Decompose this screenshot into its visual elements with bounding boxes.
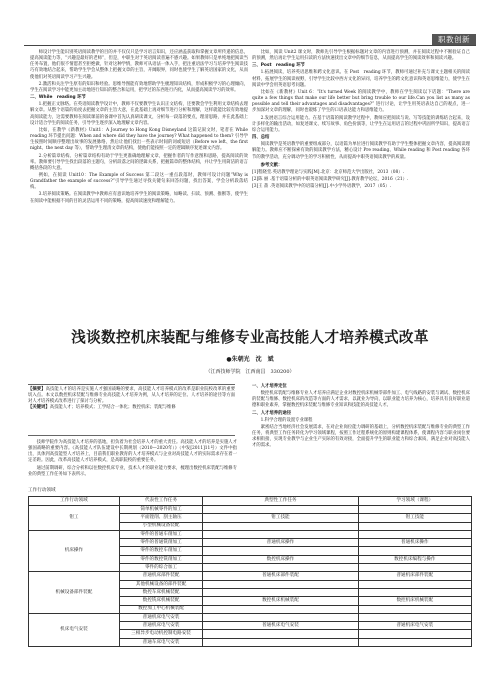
table-cell: 数控铣床机械装配 — [119, 597, 202, 605]
table-cell: 普通机床部件装配 — [203, 572, 358, 580]
table-cell — [358, 522, 471, 530]
table-cell: 平面锉削、刮主轴压 — [119, 514, 202, 522]
table-cell — [358, 580, 471, 588]
section-heading: 四、总结 — [252, 135, 270, 141]
section-heading: 二、While reading 环节 — [30, 95, 86, 101]
table-cell — [358, 638, 471, 646]
table-cell: 零件的综合加工 — [119, 564, 202, 572]
left-text-column — [30, 50, 253, 206]
table-cell: 零件的普通车削加工 — [119, 530, 202, 538]
table-cell: 普通机床电气安装 — [203, 622, 358, 630]
table-cell — [203, 605, 358, 613]
table-cell — [203, 638, 358, 646]
table-cell: 数控机床机械装配 — [358, 597, 471, 605]
table-cell: 钳工技能 — [358, 514, 471, 522]
table-cell: 普通机床操作 — [203, 539, 358, 547]
table-cell — [203, 522, 358, 530]
table-cell — [203, 564, 358, 572]
article-authors: ●朱朝光 沈 斌 — [226, 356, 274, 363]
body-paragraph: 1.科学合理的设置专业课程 — [260, 417, 313, 423]
section-heading: 二、人才培养的途径 — [252, 410, 292, 416]
table-cell: 小型机械设备装配 — [119, 522, 202, 530]
abstract-box — [28, 384, 235, 436]
table-cell: 普通机床操作 — [358, 539, 471, 547]
table-cell: 机械设备部件装配 — [29, 572, 120, 613]
article-left-column — [28, 440, 237, 479]
body-paragraph: 紧密结合当地经济社会发展需求，在对企业岗位能力调研的基础上，分析数控机床装配与维修专业的典型工作任务，将典型工作任务转化为学习领域课程，按照工作过程系统化的原则构建课程体系，使课程内容与职业岗位要求相衔接，实现专业教学与企业生产实际的有效对接，全面提升学生的职业能力和综合素质，满足企业对高技能人才的需求。 — [252, 424, 470, 449]
references-heading: 参考文献： — [260, 162, 283, 168]
table-cell: 数控机床机械装配 — [203, 597, 358, 605]
table-cell — [203, 630, 358, 638]
table-row — [29, 572, 472, 580]
article-title: 浅谈数控机床装配与维修专业高技能人才培养模式改革 — [71, 329, 429, 346]
section-heading: 一、人才培养定位 — [252, 384, 287, 389]
table-cell: 普通机床电气安装 — [119, 613, 202, 621]
table-cell — [358, 506, 471, 514]
table-cell: 普通机床电气安装 — [119, 622, 202, 630]
table-row — [29, 506, 472, 514]
table-header-cell: 典型性工作任务 — [203, 497, 358, 506]
table-header-cell: 学习领域（课程） — [358, 497, 471, 506]
table-cell — [203, 506, 358, 514]
abstract-label: 【摘要】 — [28, 387, 46, 392]
body-paragraph: 阅读教学是英语教学的重要组成部分，以语篇为单位进行阅读教学有助于学生整体把握文章内容，提高阅读理解能力。教师应不断探索有效的阅读教学方法，精心设计 Pre reading、While reading 和 Post reading 各环节的教学活动，充分调动学生的学习积极性，从而提高中职英语阅读教学的质量。 — [252, 142, 470, 160]
table-cell — [358, 613, 471, 621]
table-cell — [358, 605, 471, 613]
table-cell — [203, 588, 358, 596]
table-cell — [203, 580, 358, 588]
body-paragraph: 3.培养阅读策略。在阅读教学中教师应有意识地培养学生的阅读策略，如略读、扫读、预测、推断等，使学生在阅读中能根据不同的目的灵活运用不同的策略，提高阅读速度和理解能力。 — [30, 192, 248, 204]
body-paragraph: 数控机床装配与维修专业人才培养应满足企业对数控机床机械零部件加工、电气线路的安装与调试、数控机床的装配与维修、数控机床的改造等方面的人才需求，以就业为导向，以职业能力培养为核心，培养具有良好职业道德和职业素养，掌握数控机床装配与维修专业知识和技能的高技能人才。 — [252, 391, 470, 409]
table-cell: 零件的普通铣削加工 — [119, 539, 202, 547]
keywords-label: 【关键词】 — [28, 405, 50, 411]
article-affiliation: （江西技师学院 江西南昌 330200） — [205, 369, 295, 375]
body-paragraph: 1.把握正文脉络。在英语阅读教学设计中，教师不仅要教学生认识正文结构，还要教会学生利用文章结构去理解文章。从整个语篇的角度去把握文章的主旨大意，在此基础上再对细节进行分析和理解，这样就能比较有效地提高阅读能力，这需要教师在阅读课前的备课中首先认真研读课文，分析每一段落的要点，理清思路，并在此基础上设计适合学生的阅读任务，引导学生逐步深入地理解文章内容。 — [30, 102, 248, 126]
reference-entry: [1]程晓堂.英语教学理论与实践[M].北京：北京师范大学出版社，2013（08）. — [252, 169, 404, 175]
keywords-text: 高技能人才；培养模式；工学结合一体化；数控机床；装配与维修 — [49, 405, 176, 411]
table-row — [29, 613, 472, 621]
table-cell: 三相异步电动机控制电路安装 — [119, 630, 202, 638]
body-paragraph: 比如，阅读 Unit2 课文时，教师先引导学生根据标题对文章的内容进行预测，并在阅读过程中不断验证自己的预测，然后再让学生运用扫读的方法快速找出文章中的细节信息，从而提高学生的阅读效率和阅读兴趣。 — [252, 50, 470, 62]
keywords-paragraph — [28, 405, 235, 411]
body-paragraph: 比如，在教学《新教材》Unit1：A Journey to Hong Kong Disneyland 这篇记叙文时，笔者在 While reading 环节提出问题：When and where did they have the journey? What happened to them? 引导学生按照时间顺序整理出故事的发展脉络，然后让他们找出一些表示时间的词或短语（Before we left、the first night、the next day 等），帮助学生理清文章的结构，使他们能按照一定的逻辑顺序复述课文内容。 — [30, 127, 253, 152]
body-paragraph: 2.分析篇章结构。分析篇章结构有助于学生更准确地理解文章，把握作者的写作意图和思路，提高阅读的效率。教师要引导学生找出段落的主题句，分析段落之间的逻辑关系，把握篇章的整体结构，并让学生用简洁的语言概括各段的大意。 — [30, 153, 248, 171]
section-heading: 三、Post reading 环节 — [252, 63, 305, 69]
curriculum-table — [28, 496, 472, 647]
header-rule — [24, 45, 476, 46]
table-row — [29, 530, 472, 538]
table-cell — [358, 630, 471, 638]
table-caption: 工作行动领域 — [28, 488, 56, 493]
abstract-text: 高技能人才的培养是实施人才强国战略的要求，高技能人才培养模式的改革是职业院校改革的重要切入点。本文以数控机床装配与维修专业高技能人才培养为例，从人才培养的定位、人才培养的途径等方面对人才培养模式改革进行了探讨与分析。 — [28, 387, 236, 405]
table-cell: 数控车床机械装配 — [119, 588, 202, 596]
table-header-cell: 工作行动领域 — [29, 497, 120, 506]
table-header-row — [29, 497, 472, 506]
body-paragraph: 例如，在阅读 Unit10：The Example of Success 第二段这一重点段落时，教师可设计问题“Why is Grandfather the example of success?”引导学生通过寻找关键句来回答问题，找出答案，学会分析段落结构。 — [30, 172, 248, 191]
table-cell: 普通车床电气安装 — [119, 638, 202, 646]
table-cell — [203, 613, 358, 621]
table-cell: 数控加工中心机械装配 — [119, 605, 202, 613]
table-cell: 机床操作 — [29, 530, 120, 571]
table-cell: 零件的数控车削加工 — [119, 547, 202, 555]
body-paragraph: 技师学院作为高技能人才培养的基地，担负着为社会培养人才的重大责任。高技能人才的培养是实施人才强国战略的重要内容。《高技能人才队伍建设中长期规划（2010—2020年）》（中发[2011]11号）文件中指出，具体到高技能型人才培养上，目前我们职业教育的人才培养模式与企业对高技能人才的实际需求存在着一定差距。因此，改革高技能人才培养模式，是高职院校的重要任务。 — [28, 440, 237, 464]
table-cell: 普通机床部件装配 — [358, 572, 471, 580]
table-cell: 数控机床编程与操作 — [358, 555, 471, 563]
table-cell — [358, 547, 471, 555]
table-cell — [358, 588, 471, 596]
table-cell: 简单机械零件的加工 — [119, 506, 202, 514]
table-cell: 钳工 — [29, 506, 120, 531]
table-cell — [203, 530, 358, 538]
body-paragraph: 通过前期调研，综合分析和以往数控机床专业，技术人才的职业能力要求，梳理出数控机床装配与维修专业的典型工作任务如下表所示。 — [28, 465, 237, 477]
body-paragraph: 1.拓展阅读，培养英语思维和跨文化意识。在 Post reading 环节，教师可通过补充与课文主题相关的阅读材料，拓展学生的阅读视野，引导学生比较中西方文化的异同，培养学生的跨文化意识和英语思维能力，使学生在阅读中学会用英语思考问题。 — [252, 70, 470, 88]
reference-entry: [2]陈 丽 .基于语篇分析的中职英语阅读教学研究[J].教育教学论坛，2016（21）. — [252, 176, 409, 182]
table-cell — [358, 530, 471, 538]
table-cell: 普通机床电气安装 — [358, 622, 471, 630]
right-text-column — [252, 50, 470, 191]
body-paragraph: 师设计学生能识别英语阅读教学的目的并不仅仅只是学习语言知识，还应涵盖获取和掌握文章所传递的信息，提高阅读能力等，“兴趣是最好的老师”，但是，中职生对于英语阅读普遍不感兴趣。如果教师只是单纯地把阅读当任务布置，他们很不情愿甚至拒绝做，针对这种学情，教师可从语法一体入手，把注重语法学习与培养学生阅读技巧有效地结合起来，帮助学生学会从整体上把握文章的主旨，开阔眼界，同时也使学生了解英语国家的文化，从而使他们对英语阅读学习产生兴趣。 — [30, 50, 248, 80]
table-cell: 零件的数控铣削加工 — [119, 555, 202, 563]
reference-entry: [3]王 蔷 .英语阅读教学中的语篇分析[J].中小学外语教学，2017（05）. — [252, 184, 392, 190]
section-tag: 职教创新 — [432, 34, 476, 46]
table-cell: 钳工技能 — [203, 514, 358, 522]
table-cell — [203, 547, 358, 555]
table-cell: 其他机械设备的部件装配 — [119, 580, 202, 588]
body-paragraph: 比如在《新教材》Unit 6：“It's turned Week 的阅读教学中，教师在学生阅读以下话题：“There are quite a few things that make our life better but bring trouble to our life.Can you list as many as possible and tell their advantages and disadvantages?” 进行讨论，让学生用英语表达自己的观点，进一步加深对文章的理解，同时也锻炼了学生的口语表达能力和思维能力。 — [252, 89, 470, 114]
table-header-cell: 代表性工作任务 — [119, 497, 202, 506]
body-paragraph: 2.发展语言综合运用能力。在基于语篇的阅读教学过程中，教师应把阅读与说、写等技能的训练结合起来，设计多样化的输出活动，如复述课文、续写故事、角色扮演等，让学生在运用语言的过程中巩固所学知识，提高语言综合运用能力。 — [252, 115, 470, 133]
table-cell: 普通机床部件装配 — [119, 572, 202, 580]
table-cell: 机床电气安装 — [29, 613, 120, 646]
table-cell: 数控机床操作 — [203, 555, 358, 563]
article-right-column — [252, 384, 470, 451]
table-cell — [358, 564, 471, 572]
body-paragraph: 2.激活和关注学生原有的知识和经验。思维导图能有效地帮助学生梳理知识结构，形成积极学习的心理倾向，学生在阅读学习中能更加主动地进行知识的整合和运用，把学过的东西进行内化，从而提高阅读学习的效率。 — [30, 81, 248, 93]
abstract-paragraph — [28, 387, 235, 405]
